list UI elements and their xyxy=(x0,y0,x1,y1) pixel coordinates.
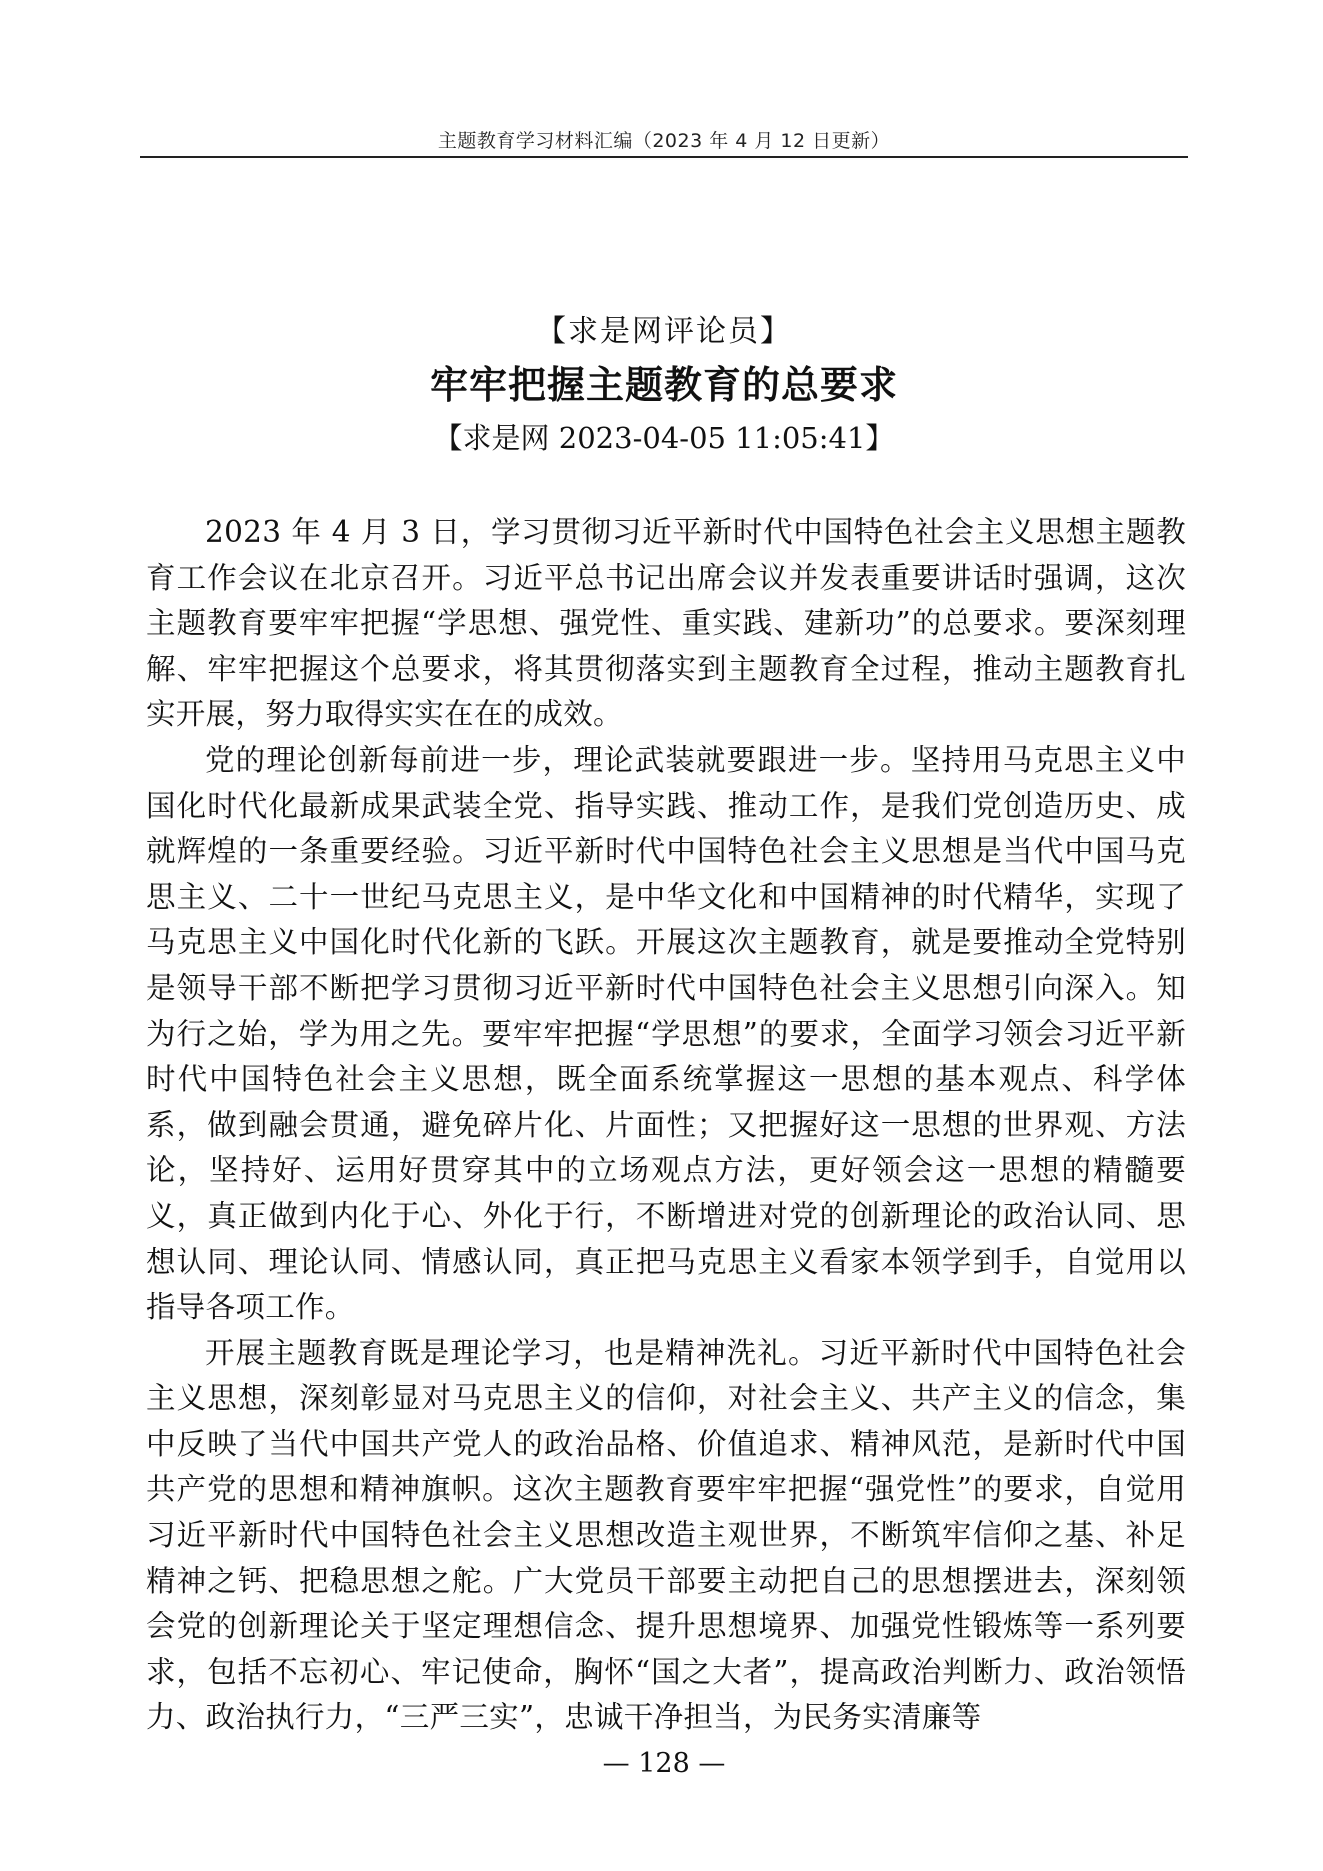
article-body xyxy=(146,510,1186,1741)
paragraph-3: 开展主题教育既是理论学习，也是精神洗礼。习近平新时代中国特色社会主义思想，深刻彰显对马克思主义的信仰，对社会主义、共产主义的信念，集中反映了当代中国共产党人的政治品格、价值追求、精神风范，是新时代中国共产党的思想和精神旗帜。这次主题教育要牢牢把握“强党性”的要求，自觉用习近平新时代中国特色社会主义思想改造主观世界，不断筑牢信仰之基、补足精神之钙、把稳思想之舵。广大党员干部要主动把自己的思想摆进去，深刻领会党的创新理论关于坚定理想信念、提升思想境界、加强党性锻炼等一系列要求，包括不忘初心、牢记使命，胸怀“国之大者”，提高政治判断力、政治领悟力、政治执行力，“三严三实”，忠诚干净担当，为民务实清廉等 xyxy=(146,1335,1186,1735)
article-title: 牢牢把握主题教育的总要求 xyxy=(429,362,898,407)
paragraph-2: 党的理论创新每前进一步，理论武装就要跟进一步。坚持用马克思主义中国化时代化最新成果武装全党、指导实践、推动工作，是我们党创造历史、成就辉煌的一条重要经验。习近平新时代中国特色社会主义思想是当代中国马克思主义、二十一世纪马克思主义，是中华文化和中国精神的时代精华，实现了马克思主义中国化时代化新的飞跃。开展这次主题教育，就是要推动全党特别是领导干部不断把学习贯彻习近平新时代中国特色社会主义思想引向深入。知为行之始，学为用之先。要牢牢把握“学思想”的要求，全面学习领会习近平新时代中国特色社会主义思想，既全面系统掌握这一思想的基本观点、科学体系，做到融会贯通，避免碎片化、片面性；又把握好这一思想的世界观、方法论，坚持好、运用好贯穿其中的立场观点方法，更好领会这一思想的精髓要义，真正做到内化于心、外化于行，不断增进对党的创新理论的政治认同、思想认同、理论认同、情感认同，真正把马克思主义看家本领学到手，自觉用以指导各项工作。 xyxy=(146,742,1186,1325)
paragraph-1: 2023 年 4 月 3 日，学习贯彻习近平新时代中国特色社会主义思想主题教育工作会议在北京召开。习近平总书记出席会议并发表重要讲话时强调，这次主题教育要牢牢把握“学思想、强党性、重实践、建新功”的总要求。要深刻理解、牢牢把握这个总要求，将其贯彻落实到主题教育全过程，推动主题教育扎实开展，努力取得实实在在的成效。 xyxy=(146,515,1186,732)
source-timestamp: 【求是网 2023-04-05 11:05:41】 xyxy=(433,421,895,455)
page-number: — 128 — xyxy=(602,1748,726,1779)
running-header: 主题教育学习材料汇编（2023 年 4 月 12 日更新） xyxy=(437,130,891,152)
column-tag: 【求是网评论员】 xyxy=(536,314,792,349)
header-divider xyxy=(140,156,1188,158)
